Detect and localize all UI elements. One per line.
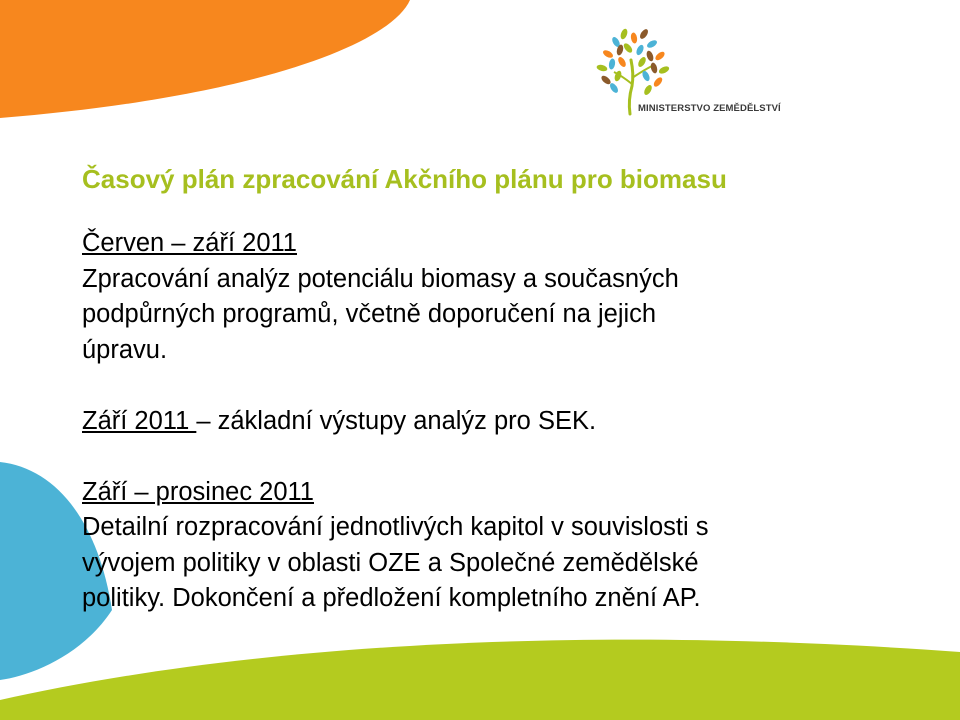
logo-text: MINISTERSTVO ZEMĚDĚLSTVÍ xyxy=(638,103,781,114)
spacer xyxy=(82,368,872,404)
slide-title: Časový plán zpracování Akčního plánu pro biomasu xyxy=(82,164,727,194)
section-suffix: – základní výstupy analýz pro SEK. xyxy=(196,406,597,435)
body-line: vývojem politiky v oblasti OZE a Společné zemědělské xyxy=(82,548,699,577)
body-line: Zpracování analýz potenciálu biomasy a současných xyxy=(82,264,679,293)
section-line xyxy=(82,404,872,440)
spacer xyxy=(82,439,872,475)
green-wave-shape xyxy=(0,640,960,720)
body-line: Detailní rozpracování jednotlivých kapitol v souvislosti s xyxy=(82,513,709,541)
section-heading: Červen – září 2011 xyxy=(82,229,297,257)
body-line: podpůrných programů, včetně doporučení na jejich xyxy=(82,300,657,328)
section-heading: Září – prosinec 2011 xyxy=(82,477,314,506)
body-line: úpravu. xyxy=(82,335,168,364)
slide-content xyxy=(82,226,872,617)
section-heading: Září 2011 xyxy=(82,406,197,435)
orange-leaf-shape xyxy=(0,0,410,118)
body-line: politiky. Dokončení a předložení kompletního znění AP. xyxy=(82,584,701,612)
